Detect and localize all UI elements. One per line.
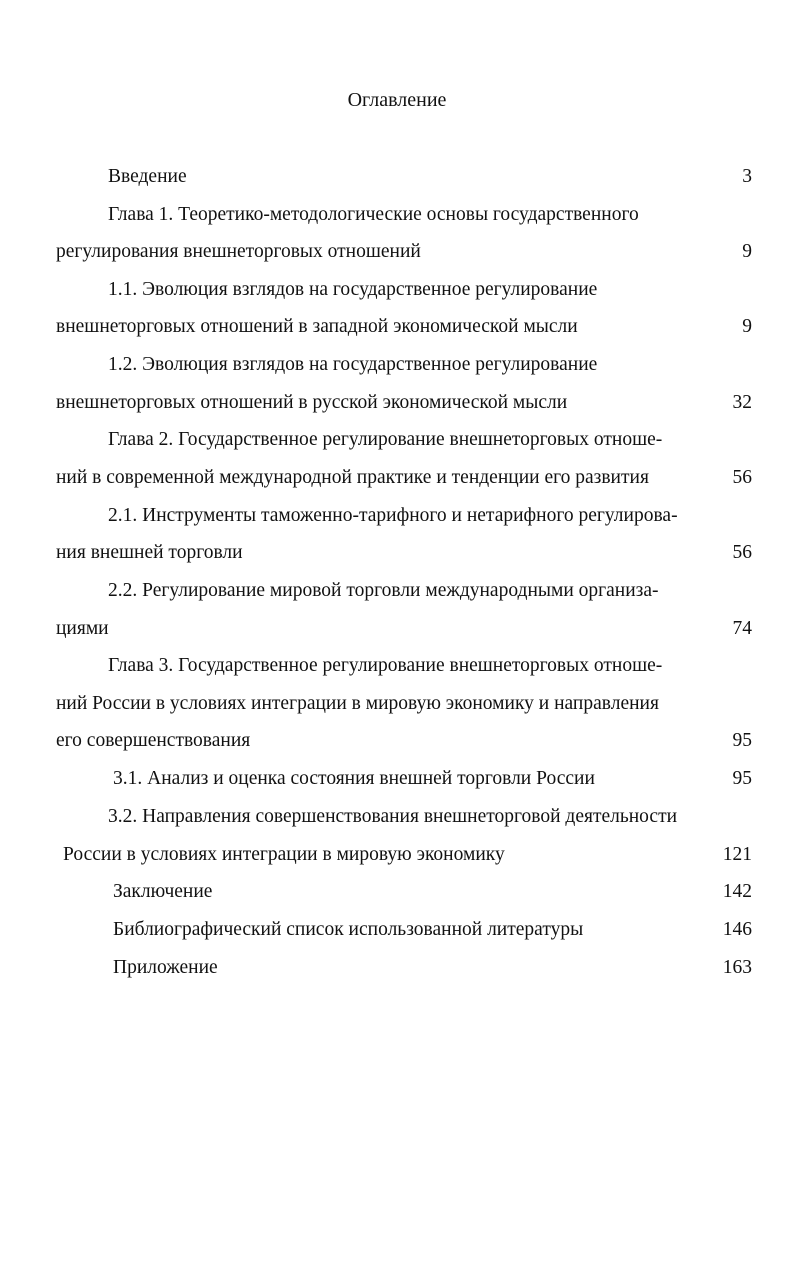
toc-page-number: 56 [732, 467, 752, 488]
toc-entry-line: ний России в условиях интеграции в мировую экономику и направления [56, 693, 659, 714]
toc-page-number: 95 [732, 730, 752, 751]
toc-page-number: 95 [732, 768, 752, 789]
toc-entry-line: ний в современной международной практике и тенденции его развития [56, 467, 649, 488]
toc-entry-line: 2.2. Регулирование мировой торговли международными организа- [108, 580, 659, 601]
toc-page-number: 146 [722, 919, 752, 940]
toc-page-number: 74 [732, 618, 752, 639]
toc-entry-line: Приложение [113, 957, 218, 978]
toc-entry-line: 1.2. Эволюция взглядов на государственное регулирование [108, 354, 598, 375]
toc-page-number: 32 [732, 392, 752, 413]
toc-page-number: 142 [722, 881, 752, 902]
toc-page-number: 3 [742, 166, 752, 187]
toc-entry-line: 3.1. Анализ и оценка состояния внешней торговли России [113, 768, 595, 789]
toc-entry-line: его совершенствования [56, 730, 251, 751]
toc-page-number: 9 [742, 316, 752, 337]
toc-entry-line: 3.2. Направления совершенствования внешнеторговой деятельности [108, 806, 678, 827]
toc-entry-line: регулирования внешнеторговых отношений [56, 241, 421, 262]
toc-page-number: 163 [722, 957, 752, 978]
toc-entry-line: Библиографический список использованной литературы [113, 919, 584, 940]
toc-page-number: 9 [742, 241, 752, 262]
toc-entry-line: Заключение [113, 881, 213, 902]
toc-title: Оглавление [347, 89, 447, 111]
toc-entry-line: Введение [108, 166, 187, 187]
toc-entry-line: циями [56, 618, 109, 639]
toc-entry-line: ния внешней торговли [56, 542, 243, 563]
toc-entry-line: Глава 1. Теоретико-методологические основы государственного [108, 204, 639, 225]
toc-page-number: 56 [732, 542, 752, 563]
toc-entry-line: Глава 3. Государственное регулирование внешнеторговых отноше- [108, 655, 663, 676]
toc-entry-line: России в условиях интеграции в мировую экономику [63, 844, 505, 865]
toc-entry-line: Глава 2. Государственное регулирование внешнеторговых отноше- [108, 429, 663, 450]
toc-entry-line: внешнеторговых отношений в русской экономической мысли [56, 392, 568, 413]
toc-page-number: 121 [722, 844, 752, 865]
toc-entry-line: внешнеторговых отношений в западной экономической мысли [56, 316, 578, 337]
toc-entry-line: 1.1. Эволюция взглядов на государственное регулирование [108, 279, 598, 300]
toc-entry-line: 2.1. Инструменты таможенно-тарифного и нетарифного регулирова- [108, 505, 678, 526]
